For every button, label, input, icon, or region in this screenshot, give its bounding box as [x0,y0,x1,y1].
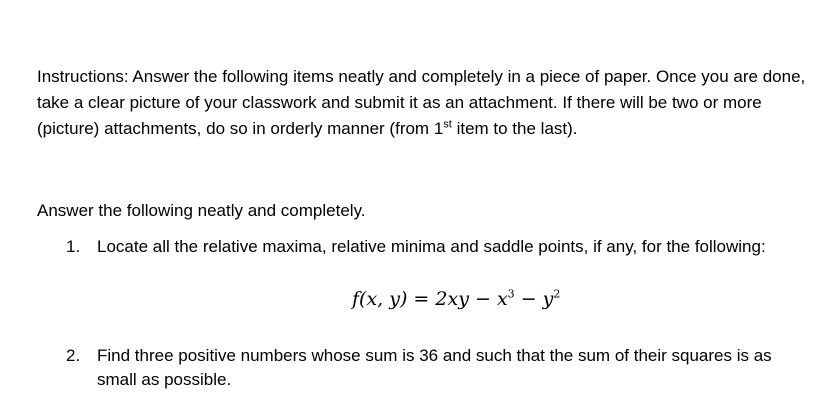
formula-term: x [496,288,508,310]
list-item [66,235,806,259]
instructions-text: Instructions: Answer the following items neatly and completely in a piece of paper. Once you are done, take a clear picture of your classwork and submit it as an attachment. If there will be two or more (picture) attachments, do so in orderly manner (from 1 [37,67,806,138]
formula-exponent: 3 [507,287,515,301]
list-item [66,344,806,392]
formula-equals: = [407,288,436,310]
formula-term: 2xy [435,288,469,310]
item-number: 2. [66,346,81,365]
formula-term: y [542,288,554,310]
instructions-text-end: item to the last). [451,119,578,138]
formula-exponent: 2 [553,287,561,301]
intro-line: Answer the following neatly and completely. [37,201,366,220]
ordinal-superscript: st [443,118,452,131]
item-number: 1. [66,237,81,256]
formula-lhs: f(x, y) [352,288,408,310]
item-text: Locate all the relative maxima, relative minima and saddle points, if any, for the following: [97,237,766,256]
math-formula [352,288,560,310]
formula-minus: − [468,288,497,310]
formula-minus: − [514,288,543,310]
instructions-paragraph [37,64,817,142]
item-text: Find three positive numbers whose sum is 36 and such that the sum of their squares is as small as possible. [97,346,772,389]
